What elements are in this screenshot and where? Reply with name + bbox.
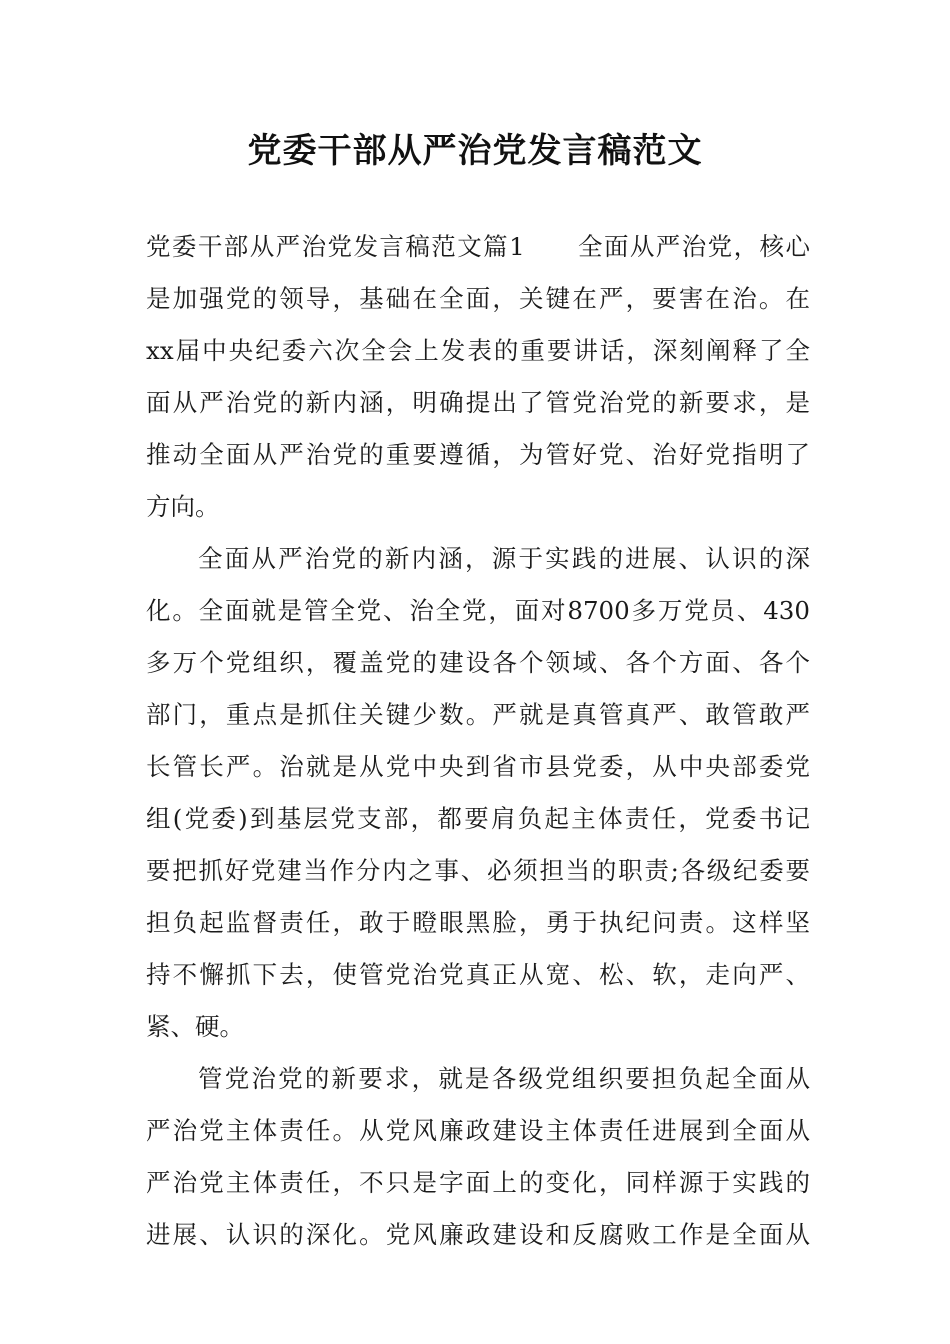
text-line: 化。全面就是管全党、治全党，面对8700多万党员、430 xyxy=(146,596,810,625)
text-line: 管党治党的新要求，就是各级党组织要担负起全面从 xyxy=(198,1064,810,1093)
text-line: 是加强党的领导，基础在全面，关键在严，要害在治。在 xyxy=(146,284,810,313)
text-line: 持不懈抓下去，使管党治党真正从宽、松、软，走向严、 xyxy=(146,960,810,989)
text-line: 面从严治党的新内涵，明确提出了管党治党的新要求，是 xyxy=(146,388,810,417)
text-line: 担负起监督责任，敢于瞪眼黑脸，勇于执纪问责。这样坚 xyxy=(146,908,810,937)
text-line: 党委干部从严治党发言稿范文篇1 全面从严治党，核心 xyxy=(146,232,810,261)
text-line: 多万个党组织，覆盖党的建设各个领域、各个方面、各个 xyxy=(146,648,810,677)
text-line: 推动全面从严治党的重要遵循，为管好党、治好党指明了 xyxy=(146,440,810,469)
text-line: 紧、硬。 xyxy=(146,1012,244,1041)
text-line: 部门，重点是抓住关键少数。严就是真管真严、敢管敢严 xyxy=(146,700,810,729)
text-line: 组(党委)到基层党支部，都要肩负起主体责任，党委书记 xyxy=(146,804,810,833)
document-title: 党委干部从严治党发言稿范文 xyxy=(247,131,703,171)
text-line: 进展、认识的深化。党风廉政建设和反腐败工作是全面从 xyxy=(146,1220,810,1249)
text-line: 全面从严治党的新内涵，源于实践的进展、认识的深 xyxy=(198,544,810,573)
text-line: 方向。 xyxy=(146,492,220,521)
text-line: 严治党主体责任，不只是字面上的变化，同样源于实践的 xyxy=(146,1168,810,1197)
text-line: xx届中央纪委六次全会上发表的重要讲话，深刻阐释了全 xyxy=(146,336,810,365)
text-line: 严治党主体责任。从党风廉政建设主体责任进展到全面从 xyxy=(146,1116,810,1145)
text-line: 长管长严。治就是从党中央到省市县党委，从中央部委党 xyxy=(146,752,810,781)
text-line: 要把抓好党建当作分内之事、必须担当的职责;各级纪委要 xyxy=(146,856,810,885)
